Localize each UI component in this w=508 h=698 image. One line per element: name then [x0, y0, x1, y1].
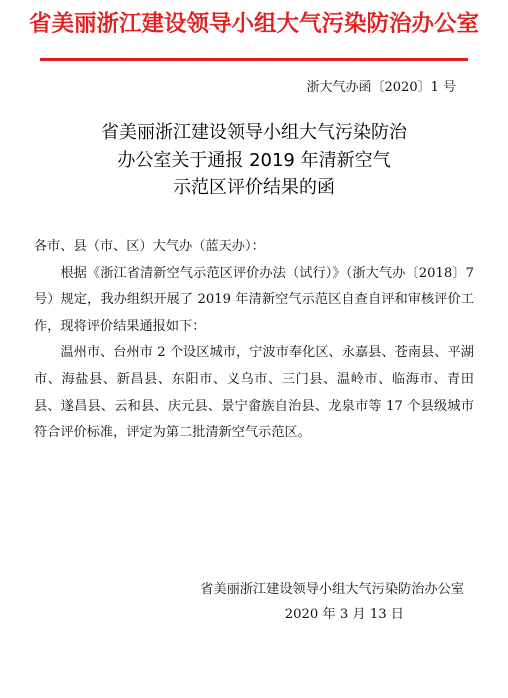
paragraph-basis: 根据《浙江省清新空气示范区评价办法（试行）》（浙大气办〔2018〕7 号）规定，我办组织开展了 2019 年清新空气示范区自查自评和审核评价工作，现将评价结果通报如下：: [34, 265, 474, 334]
title-line-3: 示范区评价结果的函: [173, 177, 335, 198]
document-body: [34, 234, 474, 447]
document-number: 浙大气办函〔2020〕1 号: [306, 80, 456, 95]
salutation: 各市、县（市、区）大气办（蓝天办）：: [34, 239, 265, 254]
title-line-1: 省美丽浙江建设领导小组大气污染防治: [101, 122, 407, 143]
paragraph-results: 温州市、台州市 2 个设区城市，宁波市奉化区、永嘉县、苍南县、平湖市、海盐县、新昌县、东阳市、义乌市、三门县、温岭市、临海市、青田县、遂昌县、云和县、庆元县、景宁畲族自治县、龙泉市等 17 个县级城市符合评价标准，评定为第二批清新空气示范区。: [34, 345, 474, 441]
signature-issuer: 省美丽浙江建设领导小组大气污染防治办公室: [200, 582, 464, 597]
masthead-title: 省美丽浙江建设领导小组大气污染防治办公室: [28, 11, 479, 37]
title-line-2: 办公室关于通报 2019 年清新空气: [117, 149, 391, 171]
red-divider-line: [40, 58, 468, 61]
signature-date: 2020 年 3 月 13 日: [284, 607, 404, 622]
document-title: [0, 119, 508, 202]
